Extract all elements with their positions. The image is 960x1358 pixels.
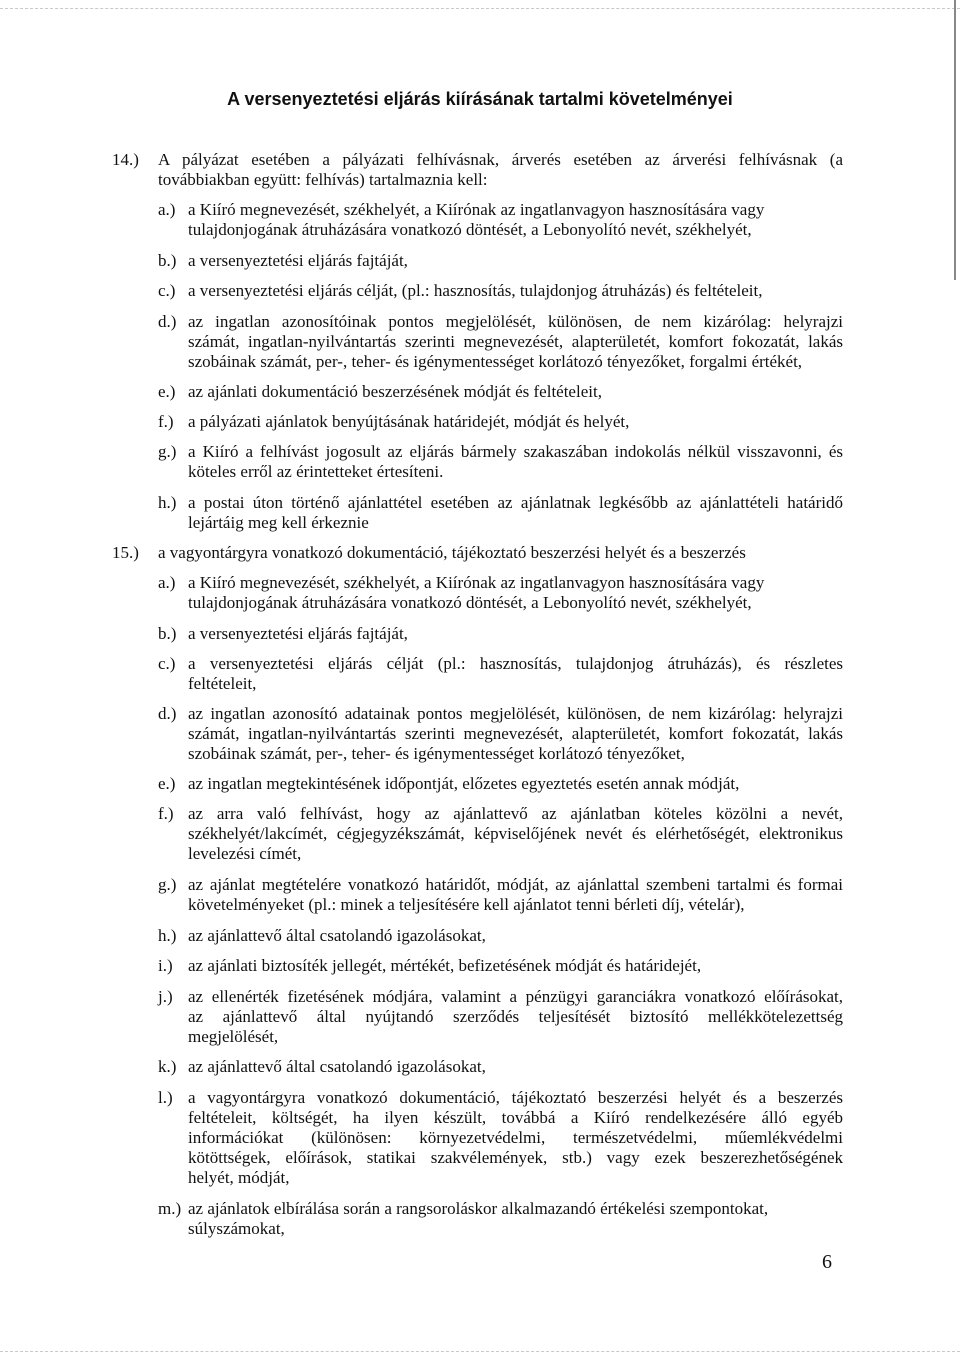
s15-item-b-label: b.) [158,624,177,643]
s15-item-a-label: a.) [158,573,176,592]
s15-item-a-line1: a Kiíró megnevezését, székhelyét, a Kiírónak az ingatlanvagyon hasznosítására vagy [188,573,765,592]
s14-item-g-line1: a Kiíró a felhívást jogosult az eljárás bármely szakaszában indokolás nélkül visszavonni, és [188,442,843,461]
section-14-intro-line1: A pályázat esetében a pályázati felhívásnak, árverés esetében az árverési felhívásnak (a [158,150,843,169]
s14-item-g-label: g.) [158,442,177,461]
s15-item-m-label: m.) [158,1199,182,1218]
s14-item-b-line1: a versenyeztetési eljárás fajtáját, [188,251,408,270]
s14-item-h-label: h.) [158,493,177,512]
s14-item-g-line2: köteles erről az érintetteket értesíteni. [188,462,444,481]
s15-item-h-line1: az ajánlattevő által csatolandó igazolásokat, [188,926,486,945]
s15-item-f-line3: levelezési címét, [188,844,302,863]
s15-item-d-line2: számát, ingatlan-nyilvántartás szerinti megnevezését, alapterületét, komfort fokozatát, lakás [188,724,843,743]
s15-item-h-label: h.) [158,926,177,945]
s15-item-g-line1: az ajánlat megtételére vonatkozó határidőt, módját, az ajánlattal szembeni tartalmi és formai [188,875,843,894]
s15-item-e-label: e.) [158,774,176,793]
s14-item-e-line1: az ajánlati dokumentáció beszerzésének módját és feltételeit, [188,382,602,401]
s15-item-g-line2: követelményeket (pl.: minek a teljesítésére kell ajánlatot tenni bérleti díj, vételár), [188,895,745,914]
s15-item-d-label: d.) [158,704,177,723]
s15-item-m-line1: az ajánlatok elbírálása során a rangsoroláskor alkalmazandó értékelési szempontokat, [188,1199,769,1218]
s15-item-l-line3: információkat (különösen: környezetvédelmi, természetvédelmi, műemlékvédelmi [188,1128,843,1147]
s15-item-a-line2: tulajdonjogának átruházására vonatkozó döntését, a Lebonyolító nevét, székhelyét, [188,593,752,612]
s14-item-c-line1: a versenyeztetési eljárás célját, (pl.: hasznosítás, tulajdonjog átruházás) és feltételeit, [188,281,763,300]
s15-item-c-line1: a versenyeztetési eljárás célját (pl.: hasznosítás, tulajdonjog átruházás), és részletes [188,654,843,673]
s15-item-c-line2: feltételeit, [188,674,257,693]
s15-item-l-line2: feltételeit, költségét, ha ilyen készült, továbbá a Kiíró rendelkezésére álló egyéb [188,1108,843,1127]
s15-item-i-line1: az ajánlati biztosíték jellegét, mértékét, befizetésének módját és határidejét, [188,956,702,975]
s15-item-l-label: l.) [158,1088,173,1107]
s15-item-l-line1: a vagyontárgyra vonatkozó dokumentáció, tájékoztató beszerzési helyét és a beszerzés [188,1088,843,1107]
s15-item-b-line1: a versenyeztetési eljárás fajtáját, [188,624,408,643]
s14-item-f-line1: a pályázati ajánlatok benyújtásának határidejét, módját és helyét, [188,412,630,431]
s14-item-b-label: b.) [158,251,177,270]
s14-item-d-label: d.) [158,312,177,331]
scan-edge-top [0,0,960,9]
s15-item-l-line4: kötöttségek, előírások, statikai szakvélemények, stb.) vagy ezek beszerezhetőségének [188,1148,843,1167]
s15-item-f-line2: székhelyét/lakcímét, cégjegyzékszámát, képviselőjének nevét és elérhetőségét, elektronikus [188,824,843,843]
scan-edge-right [954,0,956,280]
s14-item-d-line2: számát, ingatlan-nyilvántartás szerinti megnevezését, alapterületét, komfort fokozatát, lakás [188,332,843,351]
section-14-number: 14.) [112,150,139,169]
s15-item-k-label: k.) [158,1057,177,1076]
s15-item-e-line1: az ingatlan megtekintésének időpontját, előzetes egyeztetés esetén annak módját, [188,774,740,793]
s14-item-a-line2: tulajdonjogának átruházására vonatkozó döntését, a Lebonyolító nevét, székhelyét, [188,220,752,239]
section-15-number: 15.) [112,543,139,562]
s14-item-h-line1: a postai úton történő ajánlattétel esetében az ajánlatnak legkésőbb az ajánlattételi határidő [188,493,843,512]
s15-item-m-line2: súlyszámokat, [188,1219,285,1238]
s15-item-d-line1: az ingatlan azonosító adatainak pontos megjelölését, különösen, de nem kizárólag: helyrajzi [188,704,843,723]
s15-item-g-label: g.) [158,875,177,894]
section-14-intro-line2: továbbiakban együtt: felhívás) tartalmaznia kell: [158,170,488,189]
s15-item-j-line2: az ajánlattevő által nyújtandó szerződés teljesítését biztosító mellékkötelezettség [188,1007,843,1026]
s14-item-d-line1: az ingatlan azonosítóinak pontos megjelölését, különösen, de nem kizárólag: helyrajzi [188,312,843,331]
s14-item-d-line3: szobáinak számát, per-, teher- és igénymentességet korlátozó tényezőket, forgalmi értékét, [188,352,803,371]
s15-item-j-line1: az ellenérték fizetésének módjára, valamint a pénzügyi garanciákra vonatkozó előírásokat, [188,987,843,1006]
scan-edge-bottom [0,1350,960,1352]
s15-item-d-line3: szobáinak számát, per-, teher- és igénymentességet korlátozó tényezőket, [188,744,685,763]
s14-item-c-label: c.) [158,281,176,300]
page-number: 6 [822,1251,832,1273]
s15-item-c-label: c.) [158,654,176,673]
s14-item-h-line2: lejártáig meg kell érkeznie [188,513,369,532]
s15-item-j-line3: megjelölését, [188,1027,279,1046]
page-title: A versenyeztetési eljárás kiírásának tartalmi követelményei [227,89,733,109]
s15-item-k-line1: az ajánlattevő által csatolandó igazolásokat, [188,1057,486,1076]
section-15-intro-line1: a vagyontárgyra vonatkozó dokumentáció, tájékoztató beszerzési helyét és a beszerzés [158,543,746,562]
s14-item-a-label: a.) [158,200,176,219]
s15-item-j-label: j.) [158,987,173,1006]
s14-item-f-label: f.) [158,412,174,431]
s15-item-f-line1: az arra való felhívást, hogy az ajánlattevő az ajánlatban köteles közölni a nevét, [188,804,843,823]
s15-item-i-label: i.) [158,956,173,975]
s15-item-l-line5: helyét, módját, [188,1168,290,1187]
s15-item-f-label: f.) [158,804,174,823]
s14-item-a-line1: a Kiíró megnevezését, székhelyét, a Kiírónak az ingatlanvagyon hasznosítására vagy [188,200,765,219]
s14-item-e-label: e.) [158,382,176,401]
